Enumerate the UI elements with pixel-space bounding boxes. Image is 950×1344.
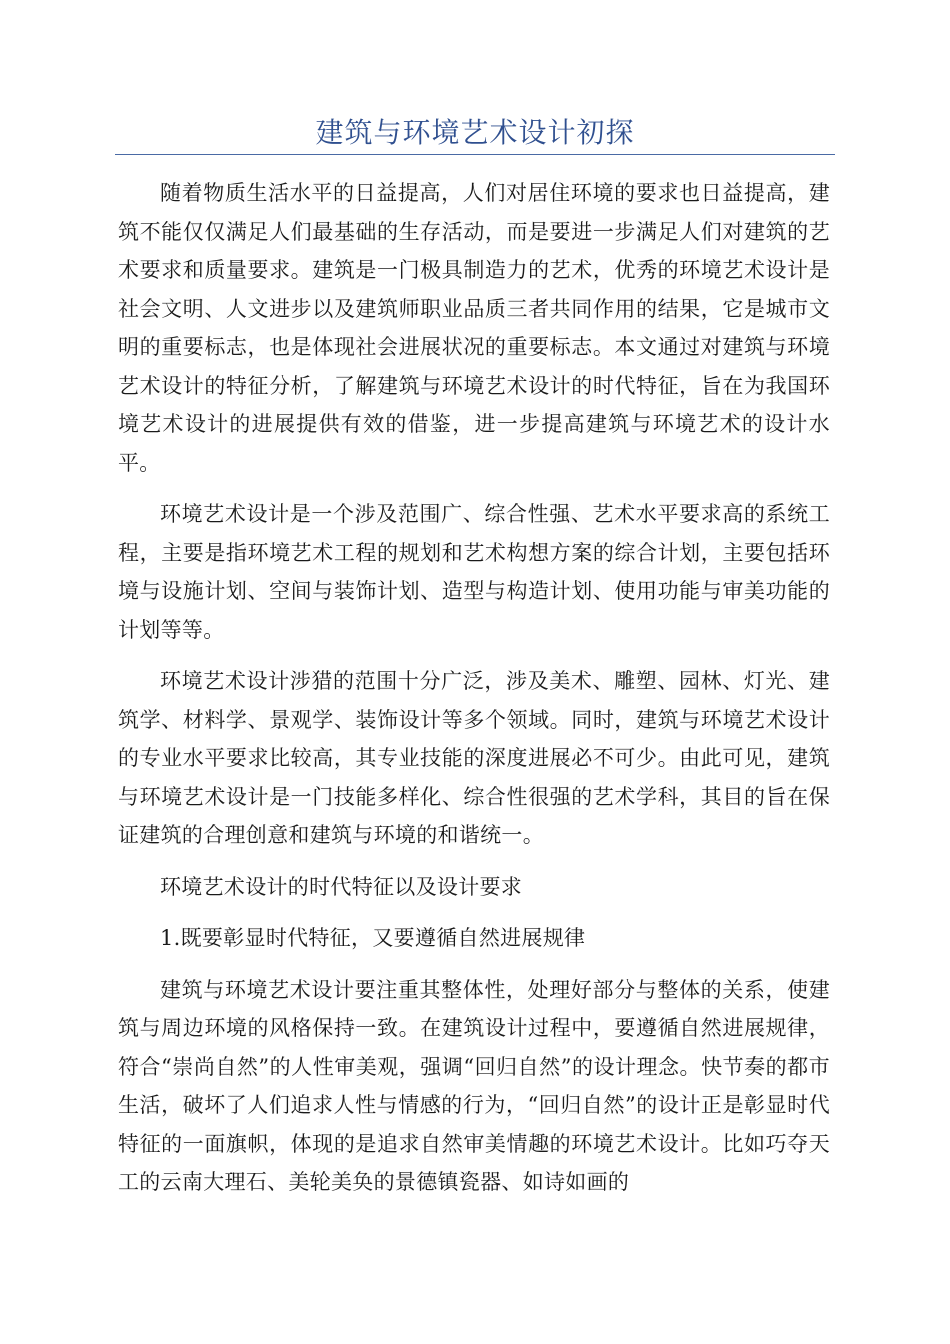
document-title: 建筑与环境艺术设计初探 bbox=[315, 116, 635, 149]
paragraph-intro: 随着物质生活水平的日益提高，人们对居住环境的要求也日益提高，建筑不能仅仅满足人们最基础的生存活动，而是要进一步满足人们对建筑的艺术要求和质量要求。建筑是一门极具制造力的艺术，优秀的环境艺术设计是社会文明、人文进步以及建筑师职业品质三者共同作用的结果，它是城市文明的重要标志，也是体现社会进展状况的重要标志。本文通过对建筑与环境艺术设计的特征分析，了解建筑与环境艺术设计的时代特征，旨在为我国环境艺术设计的进展提供有效的借鉴，进一步提高建筑与环境艺术的设计水平。 bbox=[118, 181, 830, 475]
document-body bbox=[118, 174, 830, 1215]
paragraph-scope: 环境艺术设计涉猎的范围十分广泛，涉及美术、雕塑、园林、灯光、建筑学、材料学、景观学、装饰设计等多个领域。同时，建筑与环境艺术设计的专业水平要求比较高，其专业技能的深度进展必不可少。由此可见，建筑与环境艺术设计是一门技能多样化、综合性很强的艺术学科，其目的旨在保证建筑的合理创意和建筑与环境的和谐统一。 bbox=[118, 669, 830, 847]
title-underline bbox=[115, 154, 835, 155]
section-heading: 环境艺术设计的时代特征以及设计要求 bbox=[160, 874, 523, 899]
paragraph-nature: 建筑与环境艺术设计要注重其整体性，处理好部分与整体的关系，使建筑与周边环境的风格保持一致。在建筑设计过程中，要遵循自然进展规律，符合“崇尚自然”的人性审美观，强调“回归自然”的设计理念。快节奏的都市生活，破坏了人们追求人性与情感的行为，“回归自然”的设计正是彰显时代特征的一面旗帜，体现的是追求自然审美情趣的环境艺术设计。比如巧夺天工的云南大理石、美轮美奂的景德镇瓷器、如诗如画的 bbox=[118, 977, 830, 1194]
subsection-heading: 1.既要彰显时代特征，又要遵循自然进展规律 bbox=[160, 926, 586, 950]
paragraph-definition: 环境艺术设计是一个涉及范围广、综合性强、艺术水平要求高的系统工程，主要是指环境艺术工程的规划和艺术构想方案的综合计划，主要包括环境与设施计划、空间与装饰计划、造型与构造计划、使用功能与审美功能的计划等等。 bbox=[118, 502, 830, 642]
